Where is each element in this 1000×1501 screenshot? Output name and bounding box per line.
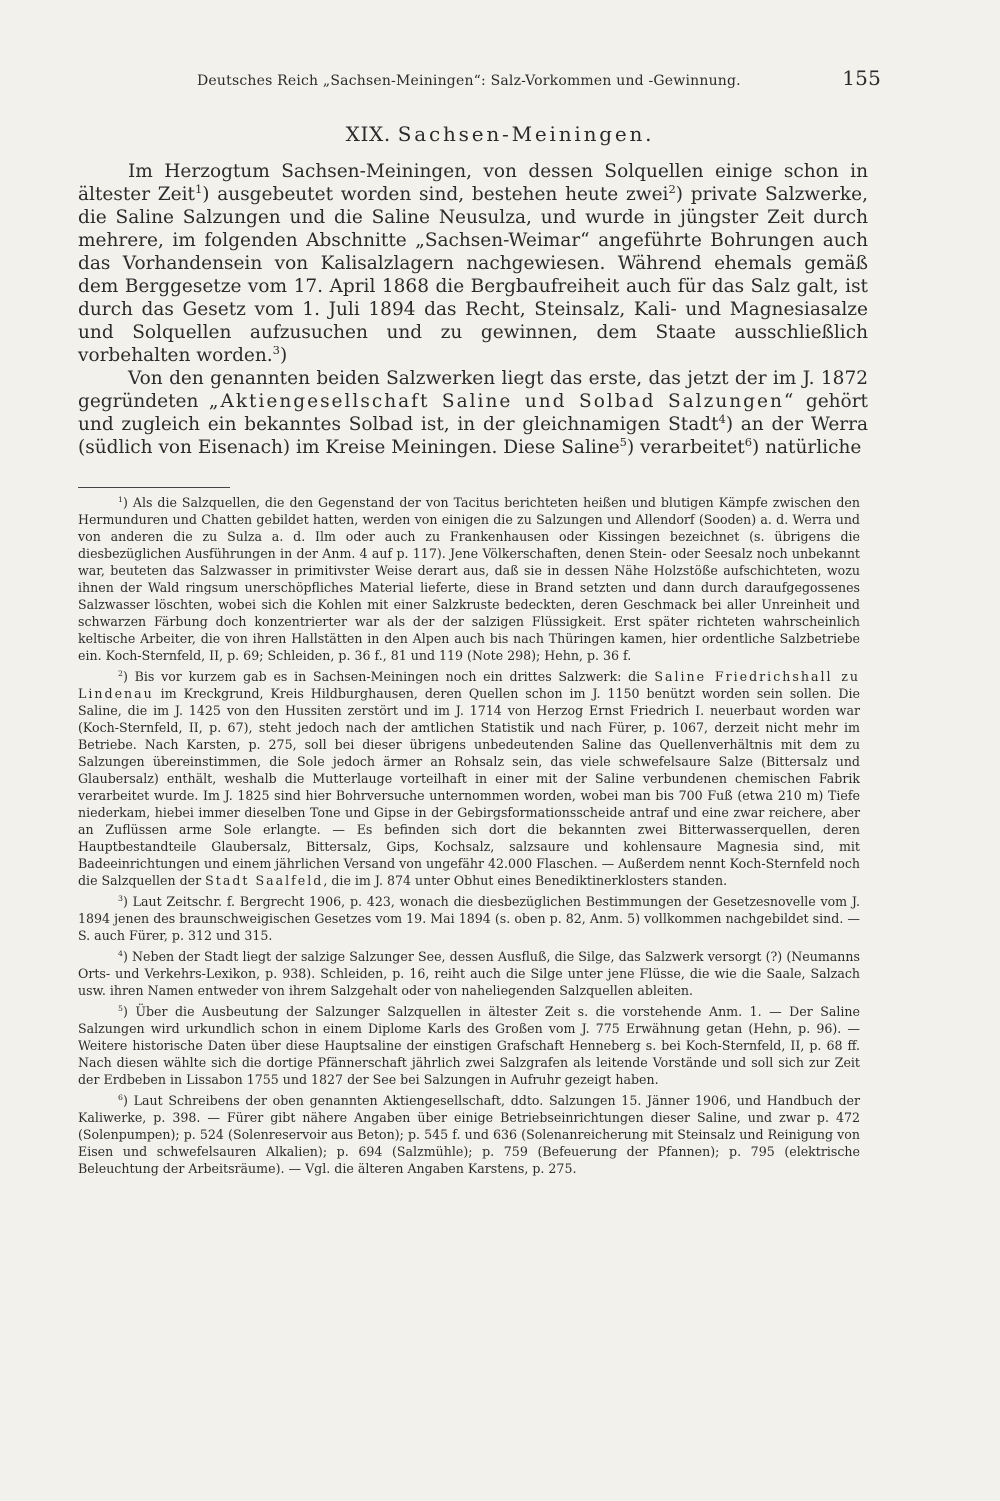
footnote-mark: 1 bbox=[118, 494, 123, 504]
main-text bbox=[78, 160, 868, 459]
stadt-name: Stadt Saalfeld bbox=[205, 873, 324, 888]
chapter-title: Sachsen-Meiningen. bbox=[397, 122, 655, 146]
footnote-ref-2: 2 bbox=[668, 181, 676, 196]
footnote-4 bbox=[78, 948, 860, 999]
footnote-text: ) Über die Ausbeutung der Salzunger Salzquellen in ältester Zeit s. die vorstehende Anm. 1. — Der Saline Salzungen wird urkundlich schon in einem Diplome Karls des Großen vom J. 775 Erwähnung getan (Hehn, p. 96). — Weitere historische Daten über diese Hauptsaline der einstigen Grafschaft Henneberg s. bei Koch-Sternfeld, II, p. 68 ff. Nach diesen wählte sich die dortige Pfännerschaft jährlich zwei Salzgrafen als leitende Vorstände und soll sich zur Zeit der Erdbeben in Lissabon 1755 und 1827 der See bei Salzungen in Aufruhr gezeigt haben. bbox=[78, 1004, 860, 1087]
text-run: ) natürliche bbox=[752, 437, 862, 458]
chapter-numeral: XIX. bbox=[345, 122, 391, 146]
footnote-text: ) Neben der Stadt liegt der salzige Salzunger See, dessen Ausfluß, die Silge, das Salzwerk versorgt (?) (Neumanns Orts- und Verkehrs-Lexikon, p. 938). Schleiden, p. 16, reiht auch die Silge unter jene Flüsse, die wie die Saale, Salzach usw. ihren Namen entweder von ihrem Salzgehalt oder von naheliegenden Salzquellen ableiten. bbox=[78, 949, 860, 998]
footnote-ref-3: 3 bbox=[272, 342, 280, 357]
footnote-1 bbox=[78, 494, 860, 664]
footnote-text: ) Laut Zeitschr. f. Bergrecht 1906, p. 423, wonach die diesbezüglichen Bestimmungen der Gesetzesnovelle vom J. 1894 jenen des braunschweigischen Gesetzes vom 19. Mai 1894 (s. oben p. 82, Anm. 5) vollkommen nachgebildet sind. — S. auch Fürer, p. 312 und 315. bbox=[78, 894, 860, 943]
footnote-mark: 6 bbox=[118, 1092, 123, 1102]
page-number: 155 bbox=[842, 66, 881, 90]
footnote-5 bbox=[78, 1003, 860, 1088]
text-run: Im Herzogtum Sachsen-Meiningen, von dessen Solquellen einige schon in ältester Zeit bbox=[78, 161, 868, 205]
chapter-heading bbox=[0, 122, 1000, 146]
text-run: ) verarbeitet bbox=[626, 437, 745, 458]
footnote-text: ) Als die Salzquellen, die den Gegenstand der von Tacitus berichteten heißen und blutigen Kämpfe zwischen den Hermunduren und Chatten gebildet hatten, werden von einigen die zu Salzungen und Allendorf (Sooden) a. d. Werra und von anderen die zu Sulza a. d. Ilm oder auch zu Frankenhausen oder Kissingen bezeichnet (s. übrigens die diesbezüglichen Ausführungen in der Anm. 4 auf p. 117). Jene Völkerschaften, denen Stein- oder Seesalz noch unbekannt war, beuteten das Salzwasser in primitivster Weise derart aus, daß sie in dessen Nähe Holzstöße aufschichteten, wozu ihnen der Wald ringsum unerschöpfliches Material lieferte, diese in Brand setzten und dann durch daraufgegossenes Salzwasser löschten, wobei sich die Kohlen mit einer Salzkruste bedeckten, deren Geschmack bei aller Unreinheit und schwarzen Färbung doch konzentrierter war als der der salzigen Flüssigkeit. Erst später richteten wahrscheinlich keltische Arbeiter, die von ihren Hallstätten in den Alpen auch bis nach Thüringen kamen, hier ordentliche Salzbetriebe ein. Koch-Sternfeld, II, p. 69; Schleiden, p. 36 f., 81 und 119 (Note 298); Hehn, p. 36 f. bbox=[78, 495, 860, 663]
footnote-mark: 3 bbox=[118, 893, 123, 903]
footnote-text: ) Laut Schreibens der oben genannten Aktiengesellschaft, ddto. Salzungen 15. Jänner 1906, und Handbuch der Kaliwerke, p. 398. — Fürer gibt nähere Angaben über einige Betriebseinrichtungen dieser Saline, und zwar p. 472 (Solenpumpen); p. 524 (Solenreservoir aus Beton); p. 545 f. und 636 (Solenanreicherung mit Steinsalz und Reinigung von Eisen und schwefelsauren Alkalien); p. 694 (Salzmühle); p. 759 (Befeuerung der Pfannen); p. 795 (elektrische Beleuchtung der Arbeitsräume). — Vgl. die älteren Angaben Karstens, p. 275. bbox=[78, 1093, 860, 1176]
footnotes bbox=[78, 494, 860, 1181]
running-title: Deutsches Reich „Sachsen-Meiningen“: Salz-Vorkommen und -Gewinnung. bbox=[197, 73, 741, 89]
footnote-text: im Kreckgrund, Kreis Hildburghausen, deren Quellen schon im J. 1150 benützt worden sein sollen. Die Saline, die im J. 1425 von den Hussiten zerstört und im J. 1714 von Herzog Ernst Friedrich I. neuerbaut worden war (Koch-Sternfeld, II, p. 67), steht jedoch nach der amtlichen Statistik und nach Fürer, p. 1067, derzeit nicht mehr im Betriebe. Nach Karsten, p. 275, soll bei dieser übrigens unbedeutenden Saline das Quellenverhältnis mit dem zu Salzungen übereinstimmen, die Sole jedoch ärmer an Rohsalz sein, das viele schwefelsaure Salze (Bittersalz und Glaubersalz) enthält, weshalb die Mutterlauge vorteilhaft in einer mit der Saline verbundenen chemischen Fabrik verarbeitet wurde. Im J. 1825 sind hier Bohrversuche unternommen worden, wobei man bis 700 Fuß (etwa 210 m) Tiefe niederkam, hiebei immer dieselben Tone und Gipse in der Gebirgsformationsscheide antraf und eine zwar reichere, aber an Zuflüssen arme Sole erlangte. — Es befinden sich dort die bekannten zwei Bitterwasserquellen, deren Hauptbestandteile Glaubersalz, Bittersalz, Gips, Kochsalz, salzsaure und kohlensaure Magnesia sind, mit Badeeinrichtungen und einem jährlichen Versand von ungefähr 42.000 Flaschen. — Außerdem nennt Koch-Sternfeld noch die Salzquellen der bbox=[78, 686, 860, 888]
footnote-ref-4: 4 bbox=[718, 411, 726, 426]
saline-name: Saline Friedrichshall zu Lindenau bbox=[78, 669, 860, 701]
footnote-mark: 5 bbox=[118, 1003, 123, 1013]
text-run: ) private Salzwerke, die Saline Salzungen und die Saline Neusulza, und wurde in jüngster Zeit durch mehrere, im folgenden Abschnitte „Sachsen-Weimar“ angeführte Bohrungen auch das Vorhandensein von Kalisalzlagern nachgewiesen. Während ehemals gemäß dem Berggesetze vom 17. April 1868 die Bergbaufreiheit auch für das Salz galt, ist durch das Gesetz vom 1. Juli 1894 das Recht, Steinsalz, Kali- und Magnesiasalze und Solquellen aufzusuchen und zu gewinnen, dem Staate ausschließlich vorbehalten worden. bbox=[78, 184, 868, 366]
paragraph-1 bbox=[78, 160, 868, 367]
page-header bbox=[197, 66, 881, 92]
footnote-mark: 2 bbox=[118, 668, 123, 678]
paragraph-2 bbox=[78, 367, 868, 459]
text-run: Von den genannten beiden Salzwerken liegt das erste, das jetzt der im J. 1872 gegründeten bbox=[78, 368, 868, 412]
footnote-2 bbox=[78, 668, 860, 889]
footnote-ref-1: 1 bbox=[194, 181, 203, 196]
footnote-ref-5: 5 bbox=[619, 434, 627, 449]
text-run: ) bbox=[279, 345, 288, 366]
footnote-rule bbox=[78, 487, 230, 488]
footnote-6 bbox=[78, 1092, 860, 1177]
footnote-3 bbox=[78, 893, 860, 944]
footnote-text: ) Bis vor kurzem gab es in Sachsen-Meiningen noch ein drittes Salzwerk: die bbox=[122, 669, 655, 684]
footnote-text: , die im J. 874 unter Obhut eines Benediktinerklosters standen. bbox=[323, 873, 728, 888]
footnote-ref-6: 6 bbox=[744, 434, 753, 449]
company-name: „Aktiengesellschaft Saline und Solbad Salzungen“ bbox=[208, 391, 796, 412]
text-run: ) an der Werra (südlich von Eisenach) im Kreise Meiningen. Diese Saline bbox=[78, 414, 869, 458]
footnote-mark: 4 bbox=[118, 948, 123, 958]
text-run: ) ausgebeutet worden sind, bestehen heute zwei bbox=[202, 184, 669, 205]
text-run: gehört und zugleich ein bekanntes Solbad ist, in der gleichnamigen Stadt bbox=[78, 391, 868, 435]
